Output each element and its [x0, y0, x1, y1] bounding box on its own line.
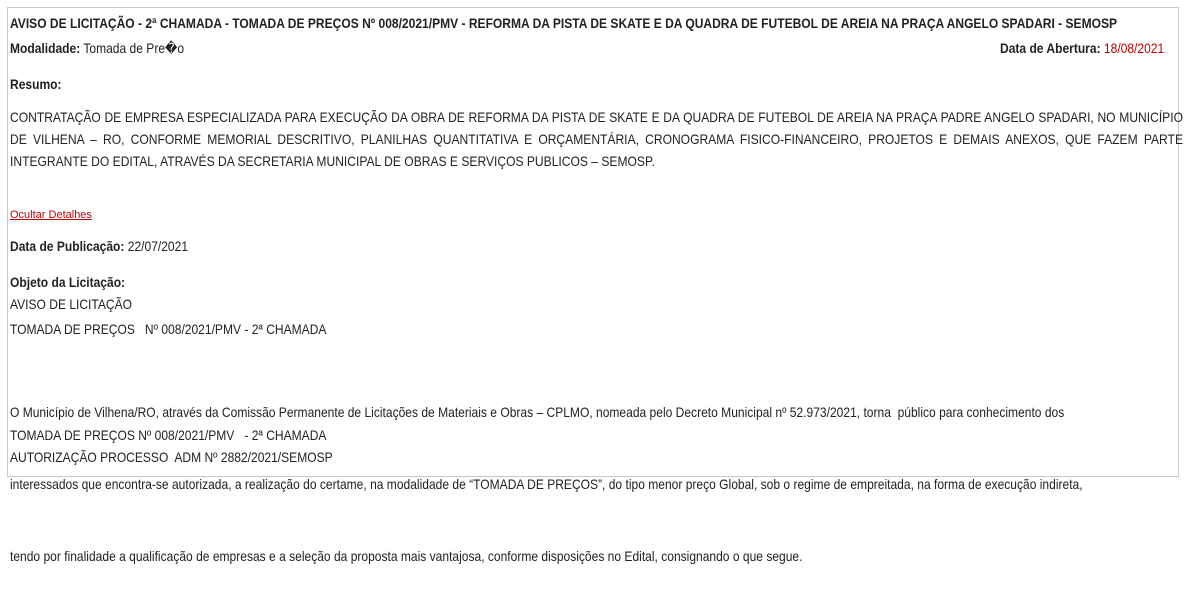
- modalidade-label: Modalidade:: [10, 40, 81, 56]
- publicacao-row: [10, 237, 188, 255]
- paragraph-line: tendo por finalidade a qualificação de empresas e a seleção da proposta mais vantajosa, conforme disposições no Edital, consignando o que segue.: [10, 548, 803, 564]
- resumo-line: CONTRATAÇÃO DE EMPRESA ESPECIALIZADA PARA EXECUÇÃO DA OBRA DE REFORMA DA PISTA DE SKATE E DA QUADRA DE FUTEBOL DE AREIA NA PRAÇA PADRE ANGELO SPADARI, NO MUNICÍPIO: [10, 109, 1183, 125]
- modalidade-value: Tomada de Pre�o: [83, 40, 185, 56]
- notice-title: AVISO DE LICITAÇÃO - 2ª CHAMADA - TOMADA DE PREÇOS Nº 008/2021/PMV - REFORMA DA PISTA DE SKATE E DA QUADRA DE FUTEBOL DE AREIA NA PRAÇA ANGELO SPADARI - SEMOSP: [10, 15, 1118, 31]
- resumo-line: INTEGRANTE DO EDITAL, ATRAVÉS DA SECRETARIA MUNICIPAL DE OBRAS E SERVIÇOS PUBLICOS – SEMOSP.: [10, 153, 655, 169]
- paragraph-line: O Município de Vilhena/RO, através da Comissão Permanente de Licitações de Materiais e Obras – CPLMO, nomeada pelo Decreto Municipal nº 52.973/2021, torna público para conhecimento dos: [10, 404, 1065, 420]
- modalidade-row: [10, 39, 184, 57]
- objeto-label: Objeto da Licitação:: [10, 274, 126, 290]
- publicacao-label: Data de Publicação:: [10, 238, 125, 254]
- abertura-row: [1000, 39, 1164, 57]
- objeto-paragraph: [10, 352, 1083, 592]
- objeto-line: TOMADA DE PREÇOS Nº 008/2021/PMV - 2ª CHAMADA: [10, 321, 327, 337]
- resumo-text: [10, 106, 1183, 172]
- hide-details-link[interactable]: Ocultar Detalhes: [10, 209, 92, 221]
- objeto-line: TOMADA DE PREÇOS Nº 008/2021/PMV - 2ª CHAMADA: [10, 427, 327, 443]
- objeto-line: AVISO DE LICITAÇÃO: [10, 296, 132, 312]
- paragraph-line: interessados que encontra-se autorizada, a realização do certame, na modalidade de “TOMADA DE PREÇOS”, do tipo menor preço Global, sob o regime de empreitada, na forma de execução indireta,: [10, 476, 1083, 492]
- objeto-line: AUTORIZAÇÃO PROCESSO ADM Nº 2882/2021/SEMOSP: [10, 449, 333, 465]
- publicacao-date: 22/07/2021: [127, 238, 189, 254]
- abertura-label: Data de Abertura:: [1000, 40, 1101, 56]
- resumo-label: Resumo:: [10, 76, 62, 92]
- resumo-line: DE VILHENA – RO, CONFORME MEMORIAL DESCRITIVO, PLANILHAS QUANTITATIVA E ORÇAMENTÁRIA, CRONOGRAMA FISICO-FINANCEIRO, PROJETOS E DEMAIS ANEXOS, QUE FAZEM PARTE: [10, 131, 1183, 147]
- abertura-date: 18/08/2021: [1103, 40, 1165, 56]
